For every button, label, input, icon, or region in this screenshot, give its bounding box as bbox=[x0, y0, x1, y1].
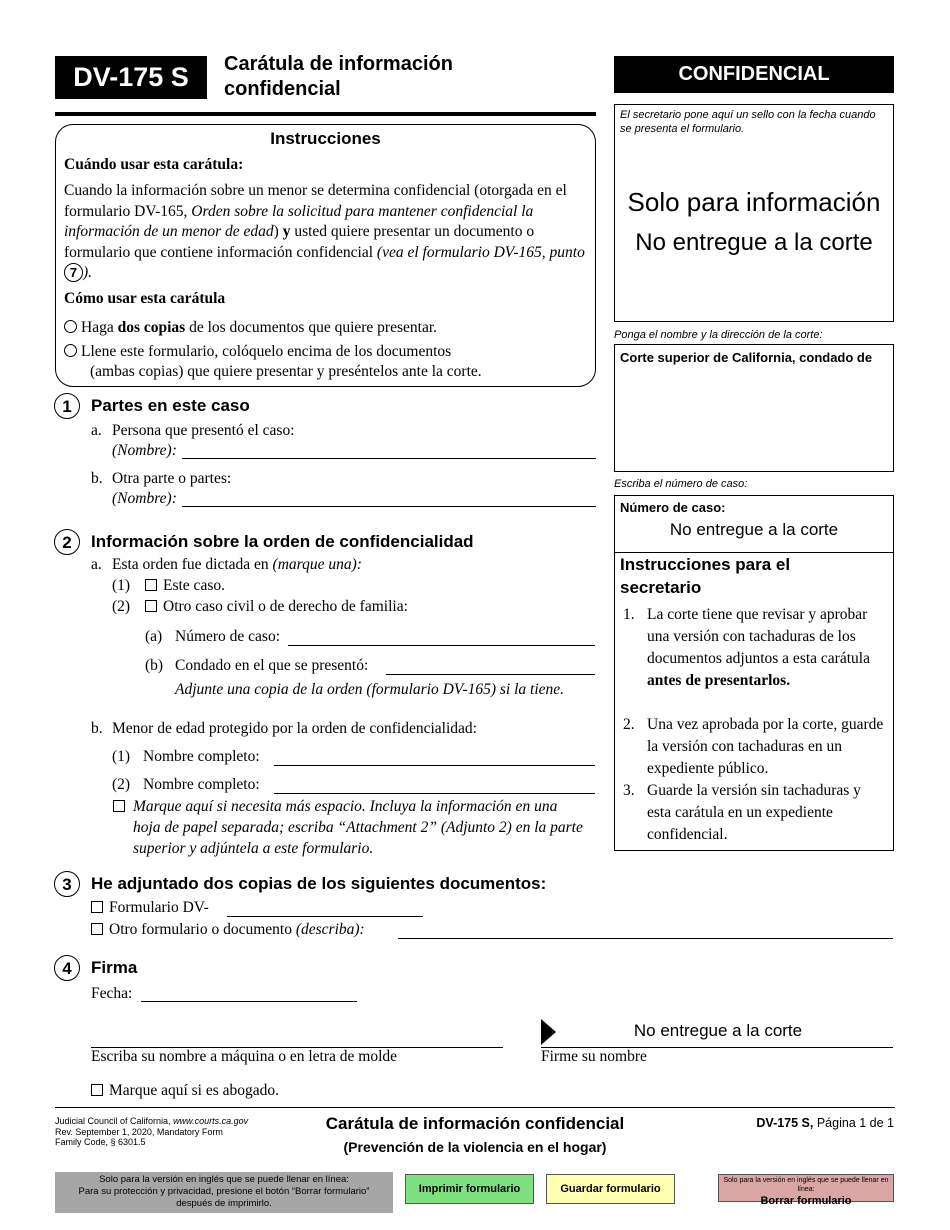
header-rule bbox=[55, 112, 596, 116]
child2-name-input[interactable] bbox=[274, 793, 595, 794]
section1-number: 1 bbox=[54, 393, 80, 419]
other-document-option[interactable]: Otro formulario o documento (describa): bbox=[91, 921, 365, 939]
print-form-button[interactable]: Imprimir formulario bbox=[405, 1174, 534, 1204]
clerk-stamp-note: El secretario pone aquí un sello con la fecha cuando se presenta el formulario. bbox=[620, 109, 876, 135]
county-filed-input[interactable] bbox=[386, 674, 595, 675]
court-box[interactable] bbox=[614, 344, 894, 472]
other-party-name-input[interactable] bbox=[182, 506, 596, 507]
form-title-line1: Carátula de información bbox=[224, 53, 453, 75]
attorney-option[interactable]: Marque aquí si es abogado. bbox=[91, 1082, 279, 1100]
section3-title: He adjuntado dos copias de los siguientes documentos: bbox=[91, 874, 547, 893]
section4-number: 4 bbox=[54, 955, 80, 981]
clerk-instruction-text: La corte tiene que revisar y aprobar una versión con tachaduras de los documentos adjuntos a esta carátula bbox=[647, 606, 870, 667]
section2-a-marker: a. bbox=[91, 556, 102, 573]
clear-form-note: Solo para la versión en inglés que se puede llenar en línea: bbox=[723, 1177, 889, 1193]
county-filed-label: Condado en el que se presentó: bbox=[175, 657, 369, 674]
other-document-input[interactable] bbox=[398, 938, 893, 939]
child1-name-input[interactable] bbox=[274, 765, 595, 766]
date-input[interactable] bbox=[141, 1001, 357, 1002]
dv-form-checkbox[interactable] bbox=[91, 901, 103, 913]
section1-b-label: Otra parte o partes: bbox=[112, 470, 232, 487]
save-form-button[interactable]: Guardar formulario bbox=[546, 1174, 675, 1204]
other-document-checkbox[interactable] bbox=[91, 923, 103, 935]
how-to-use-step1: Haga dos copias de los documentos que quiere presentar. bbox=[64, 319, 437, 337]
online-notice: Solo para la versión en inglés que se puede llenar en línea: Para su protección y privacidad, presione el botón “Borrar formulario” después de imprimirlo. bbox=[55, 1172, 393, 1213]
when-to-use-title: Cuándo usar esta carátula: bbox=[64, 156, 244, 173]
other-case-number-input[interactable] bbox=[288, 645, 595, 646]
clerk-instruction-item bbox=[623, 714, 885, 780]
dv-form-option[interactable]: Formulario DV- bbox=[91, 899, 209, 917]
clerk-instruction-num: 2. bbox=[623, 716, 635, 733]
clerk-instructions-title: Instrucciones para el secretario bbox=[620, 555, 791, 597]
section1-a-marker: a. bbox=[91, 422, 102, 439]
section2-opt1-num: (1) bbox=[112, 577, 131, 594]
footer-subtitle: (Prevención de la violencia en el hogar) bbox=[343, 1139, 607, 1155]
section4-title: Firma bbox=[91, 958, 138, 977]
section3-number: 3 bbox=[54, 871, 80, 897]
case-number-label: Escriba el número de caso: bbox=[614, 478, 748, 490]
petitioner-name-input[interactable] bbox=[182, 458, 596, 459]
signature-label: Firme su nombre bbox=[541, 1048, 647, 1065]
case-number-value: No entregue a la corte bbox=[669, 520, 839, 539]
section1-b-name-label: (Nombre): bbox=[112, 490, 177, 507]
footer-code: Family Code, § 6301.5 bbox=[55, 1137, 146, 1147]
case-number-field-label: Número de caso: bbox=[620, 500, 726, 515]
clerk-instruction-text: Una vez aprobada por la corte, guarde la versión con tachaduras en un expediente público. bbox=[647, 716, 884, 777]
footer-website[interactable]: www.courts.ca.gov bbox=[173, 1116, 249, 1126]
clerk-stamp-box bbox=[614, 104, 894, 322]
more-space-checkbox[interactable] bbox=[113, 800, 125, 812]
section2-a-label: Esta orden fue dictada en (marque una): bbox=[112, 556, 362, 573]
clerk-instruction-num: 3. bbox=[623, 782, 635, 799]
footer-page: DV-175 S, Página 1 de 1 bbox=[756, 1116, 894, 1130]
clear-form-button[interactable] bbox=[718, 1174, 894, 1207]
section1-a-name-label: (Nombre): bbox=[112, 442, 177, 459]
circle-bullet bbox=[64, 320, 77, 333]
clerk-instructions-box bbox=[614, 552, 894, 851]
confidential-banner: CONFIDENCIAL bbox=[614, 56, 894, 93]
section1-b-marker: b. bbox=[91, 470, 103, 487]
case-number-box[interactable] bbox=[614, 495, 894, 553]
item-7-circle: 7 bbox=[64, 263, 83, 282]
child1-num: (1) bbox=[112, 748, 131, 765]
info-only-text: Solo para información bbox=[627, 187, 881, 217]
other-case-option[interactable]: Otro caso civil o de derecho de familia: bbox=[145, 598, 408, 616]
section1-a-label: Persona que presentó el caso: bbox=[112, 422, 295, 439]
other-case-number-label: Número de caso: bbox=[175, 628, 281, 645]
section2-opt2-num: (2) bbox=[112, 598, 131, 615]
circle-bullet bbox=[64, 344, 77, 357]
other-case-checkbox[interactable] bbox=[145, 600, 157, 612]
footer-title: Carátula de información confidencial bbox=[325, 1114, 625, 1133]
child2-label: Nombre completo: bbox=[143, 776, 260, 793]
court-name: Corte superior de California, condado de bbox=[620, 350, 873, 365]
form-title bbox=[224, 52, 453, 102]
form-title-line2: confidencial bbox=[224, 78, 341, 100]
section2-sub-a-marker: (a) bbox=[145, 628, 163, 645]
instructions-title: Instrucciones bbox=[270, 129, 381, 148]
signature-do-not-file: No entregue a la corte bbox=[633, 1021, 803, 1040]
clerk-instruction-bold: antes de presentarlos. bbox=[647, 672, 791, 689]
do-not-file-text: No entregue a la corte bbox=[635, 229, 873, 256]
section2-number: 2 bbox=[54, 529, 80, 555]
signature-arrow-icon bbox=[541, 1019, 557, 1045]
child1-label: Nombre completo: bbox=[143, 748, 260, 765]
section2-title: Información sobre la orden de confidencialidad bbox=[91, 532, 474, 551]
section2-sub-b-marker: (b) bbox=[145, 657, 164, 674]
clerk-instruction-item bbox=[623, 780, 885, 846]
printed-name-label: Escriba su nombre a máquina o en letra de molde bbox=[91, 1048, 398, 1065]
footer-council: Judicial Council of California, www.courts.ca.gov Rev. September 1, 2020, Mandatory Form Family Code, § 6301.5 bbox=[55, 1116, 249, 1147]
this-case-option[interactable]: Este caso. bbox=[145, 577, 225, 595]
clerk-instruction-text: Guarde la versión sin tachaduras y esta carátula en un expediente confidencial. bbox=[647, 782, 861, 843]
how-to-use-title: Cómo usar esta carátula bbox=[64, 290, 226, 307]
date-label: Fecha: bbox=[91, 985, 133, 1002]
section2-b-label: Menor de edad protegido por la orden de confidencialidad: bbox=[112, 720, 477, 737]
how-to-use-step2: Llene este formulario, colóquelo encima de los documentos (ambas copias) que quiere presentar y preséntelos ante la corte. bbox=[64, 342, 482, 382]
footer-rule bbox=[55, 1107, 895, 1108]
when-to-use-text: Cuando la información sobre un menor se determina confidencial (otorgada en el formulario DV-165, Orden sobre la solicitud para mantener confidencial la información de un menor de edad) y usted quiere presentar un documento o formulario que contiene información confidencial (vea el formulario DV-165, punto 7 ). bbox=[64, 182, 585, 281]
more-space-text: Marque aquí si necesita más espacio. Incluya la información en una hoja de papel separada; escriba “Attachment 2” (Adjunto 2) en la parte superior y adjúntela a este formulario. bbox=[133, 798, 583, 857]
section1-title: Partes en este caso bbox=[91, 396, 250, 415]
form-id-badge: DV-175 S bbox=[55, 56, 207, 99]
footer-rev: Rev. September 1, 2020, Mandatory Form bbox=[55, 1126, 223, 1137]
clear-form-label: Borrar formulario bbox=[760, 1195, 852, 1207]
section2-b-marker: b. bbox=[91, 720, 103, 737]
instructions-box bbox=[55, 124, 596, 387]
this-case-checkbox[interactable] bbox=[145, 579, 157, 591]
clerk-instruction-num: 1. bbox=[623, 606, 635, 623]
dv-form-number-input[interactable] bbox=[227, 916, 423, 917]
attorney-checkbox[interactable] bbox=[91, 1084, 103, 1096]
court-label: Ponga el nombre y la dirección de la corte: bbox=[614, 329, 823, 341]
clerk-instruction-item bbox=[623, 604, 885, 692]
attach-order-note: Adjunte una copia de la orden (formulario DV-165) si la tiene. bbox=[175, 681, 565, 698]
child2-num: (2) bbox=[112, 776, 131, 793]
